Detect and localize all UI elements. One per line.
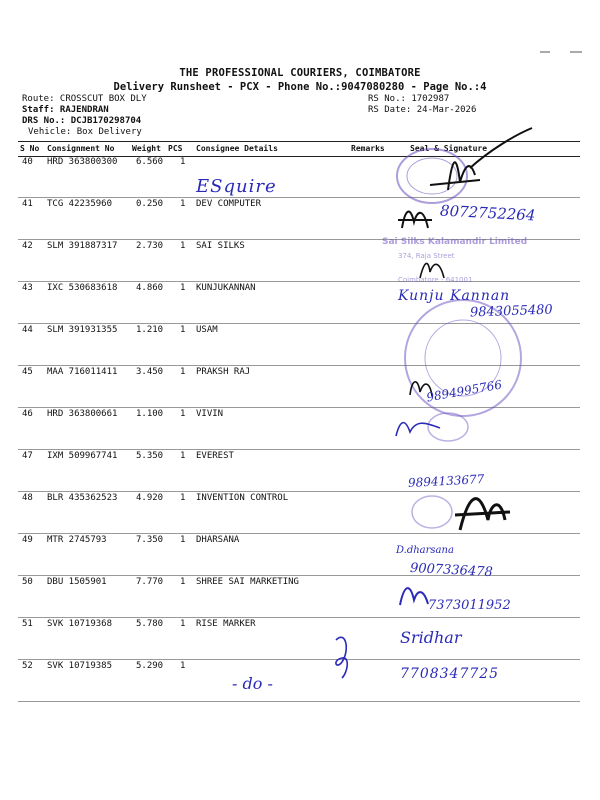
row-cons: HRD 363800661 [47, 409, 118, 419]
svg-text:374, Raja Street: 374, Raja Street [398, 252, 455, 260]
runsheet-meta-right [368, 94, 476, 116]
table-row [18, 617, 580, 660]
row-sno: 47 [22, 451, 33, 461]
row-sno: 50 [22, 577, 33, 587]
col-seal: Seal & Signature [410, 144, 488, 153]
row-pcs: 1 [180, 241, 186, 251]
row-wt: 1.100 [136, 409, 164, 419]
col-consignment: Consignment No [47, 144, 115, 153]
runsheet-meta-left [22, 94, 147, 138]
drs-text: DRS No.: DCJB170298704 [22, 116, 142, 126]
vehicle-text: Vehicle: Box Delivery [28, 127, 142, 137]
row-cons: SLM 391887317 [47, 241, 118, 251]
handwritten-ditto: - do - [232, 674, 273, 693]
row-wt: 5.780 [136, 619, 164, 629]
handwritten-phone-4: 9894133677 [407, 472, 485, 490]
row-wt: 4.920 [136, 493, 164, 503]
row-name: DEV COMPUTER [196, 199, 262, 209]
row-cons: SLM 391931355 [47, 325, 118, 335]
handwritten-phone-7: 7708347725 [400, 666, 500, 682]
table-row [18, 365, 580, 408]
table-row [18, 491, 580, 534]
row-wt: 4.860 [136, 283, 164, 293]
handwritten-kunju: Kunju Kannan [398, 288, 511, 304]
rs-date-text: RS Date: 24-Mar-2026 [368, 105, 477, 115]
row-name: PRAKSH RAJ [196, 367, 251, 377]
row-wt: 5.290 [136, 661, 164, 671]
row-sno: 43 [22, 283, 33, 293]
row-name: USAM [196, 325, 218, 335]
row-cons: MAA 716011411 [47, 367, 118, 377]
row-pcs: 1 [180, 535, 186, 545]
svg-text:Sai Silks Kalamandir Limited: Sai Silks Kalamandir Limited [382, 237, 528, 247]
company-title: THE PROFESSIONAL COURIERS, COIMBATORE [179, 67, 421, 79]
row-wt: 2.730 [136, 241, 164, 251]
row-pcs: 1 [180, 661, 186, 671]
row-pcs: 1 [180, 409, 186, 419]
row-cons: DBU 1505901 [47, 577, 107, 587]
row-pcs: 1 [180, 367, 186, 377]
table-row [18, 155, 580, 198]
row-name: SAI SILKS [196, 241, 245, 251]
row-wt: 7.770 [136, 577, 164, 587]
table-row [18, 281, 580, 324]
handwritten-dharsana: D.dharsana [396, 545, 454, 556]
row-cons: BLR 435362523 [47, 493, 118, 503]
col-sno: S No [20, 144, 40, 153]
row-pcs: 1 [180, 451, 186, 461]
row-sno: 45 [22, 367, 33, 377]
col-pcs: PCS [168, 144, 183, 153]
runsheet-subtitle: Delivery Runsheet - PCX - Phone No.:9047080280 - Page No.:4 [113, 81, 487, 93]
row-pcs: 1 [180, 199, 186, 209]
handwritten-phone-5: 9007336478 [409, 560, 494, 581]
handwritten-esquire: ESquire [196, 176, 277, 197]
row-sno: 49 [22, 535, 33, 545]
row-pcs: 1 [180, 577, 186, 587]
row-cons: SVK 10719385 [47, 661, 113, 671]
row-pcs: 1 [180, 283, 186, 293]
table-row [18, 575, 580, 618]
row-sno: 52 [22, 661, 33, 671]
row-name: EVEREST [196, 451, 234, 461]
row-name: INVENTION CONTROL [196, 493, 289, 503]
handwritten-sridhar: Sridhar [400, 628, 462, 647]
row-sno: 42 [22, 241, 33, 251]
row-sno: 40 [22, 157, 33, 167]
route-text: Route: CROSSCUT BOX DLY [22, 94, 147, 104]
col-weight: Weight [132, 144, 161, 153]
row-name: DHARSANA [196, 535, 240, 545]
row-sno: 41 [22, 199, 33, 209]
row-name: SHREE SAI MARKETING [196, 577, 299, 587]
handwritten-phone-2: 9843055480 [469, 302, 553, 321]
staff-text: Staff: RAJENDRAN [22, 105, 109, 115]
row-name: KUNJUKANNAN [196, 283, 256, 293]
col-consignee: Consignee Details [196, 144, 278, 153]
row-pcs: 1 [180, 493, 186, 503]
svg-text:Coimbatore - 641001: Coimbatore - 641001 [398, 276, 473, 284]
row-wt: 3.450 [136, 367, 164, 377]
row-pcs: 1 [180, 619, 186, 629]
table-row [18, 323, 580, 366]
row-pcs: 1 [180, 157, 186, 167]
handwritten-phone-6: 7373011952 [428, 598, 511, 613]
handwritten-phone-1: 8072752264 [439, 201, 536, 225]
row-cons: IXM 509967741 [47, 451, 118, 461]
row-cons: MTR 2745793 [47, 535, 107, 545]
row-sno: 46 [22, 409, 33, 419]
table-row [18, 659, 580, 702]
handwritten-phone-3: 9894995766 [425, 377, 503, 405]
row-cons: TCG 42235960 [47, 199, 113, 209]
row-sno: 51 [22, 619, 33, 629]
row-sno: 48 [22, 493, 33, 503]
row-wt: 7.350 [136, 535, 164, 545]
row-wt: 0.250 [136, 199, 164, 209]
table-row [18, 239, 580, 282]
row-name: VIVIN [196, 409, 224, 419]
row-wt: 5.350 [136, 451, 164, 461]
row-cons: IXC 530683618 [47, 283, 118, 293]
row-pcs: 1 [180, 325, 186, 335]
col-remarks: Remarks [351, 144, 385, 153]
table-row [18, 533, 580, 576]
row-cons: SVK 10719368 [47, 619, 113, 629]
table-row [18, 197, 580, 240]
row-wt: 6.560 [136, 157, 164, 167]
rs-no-text: RS No.: 1702987 [368, 94, 450, 104]
row-cons: HRD 363800300 [47, 157, 118, 167]
table-row [18, 449, 580, 492]
row-wt: 1.210 [136, 325, 164, 335]
table-row [18, 407, 580, 450]
row-name: RISE MARKER [196, 619, 256, 629]
row-sno: 44 [22, 325, 33, 335]
